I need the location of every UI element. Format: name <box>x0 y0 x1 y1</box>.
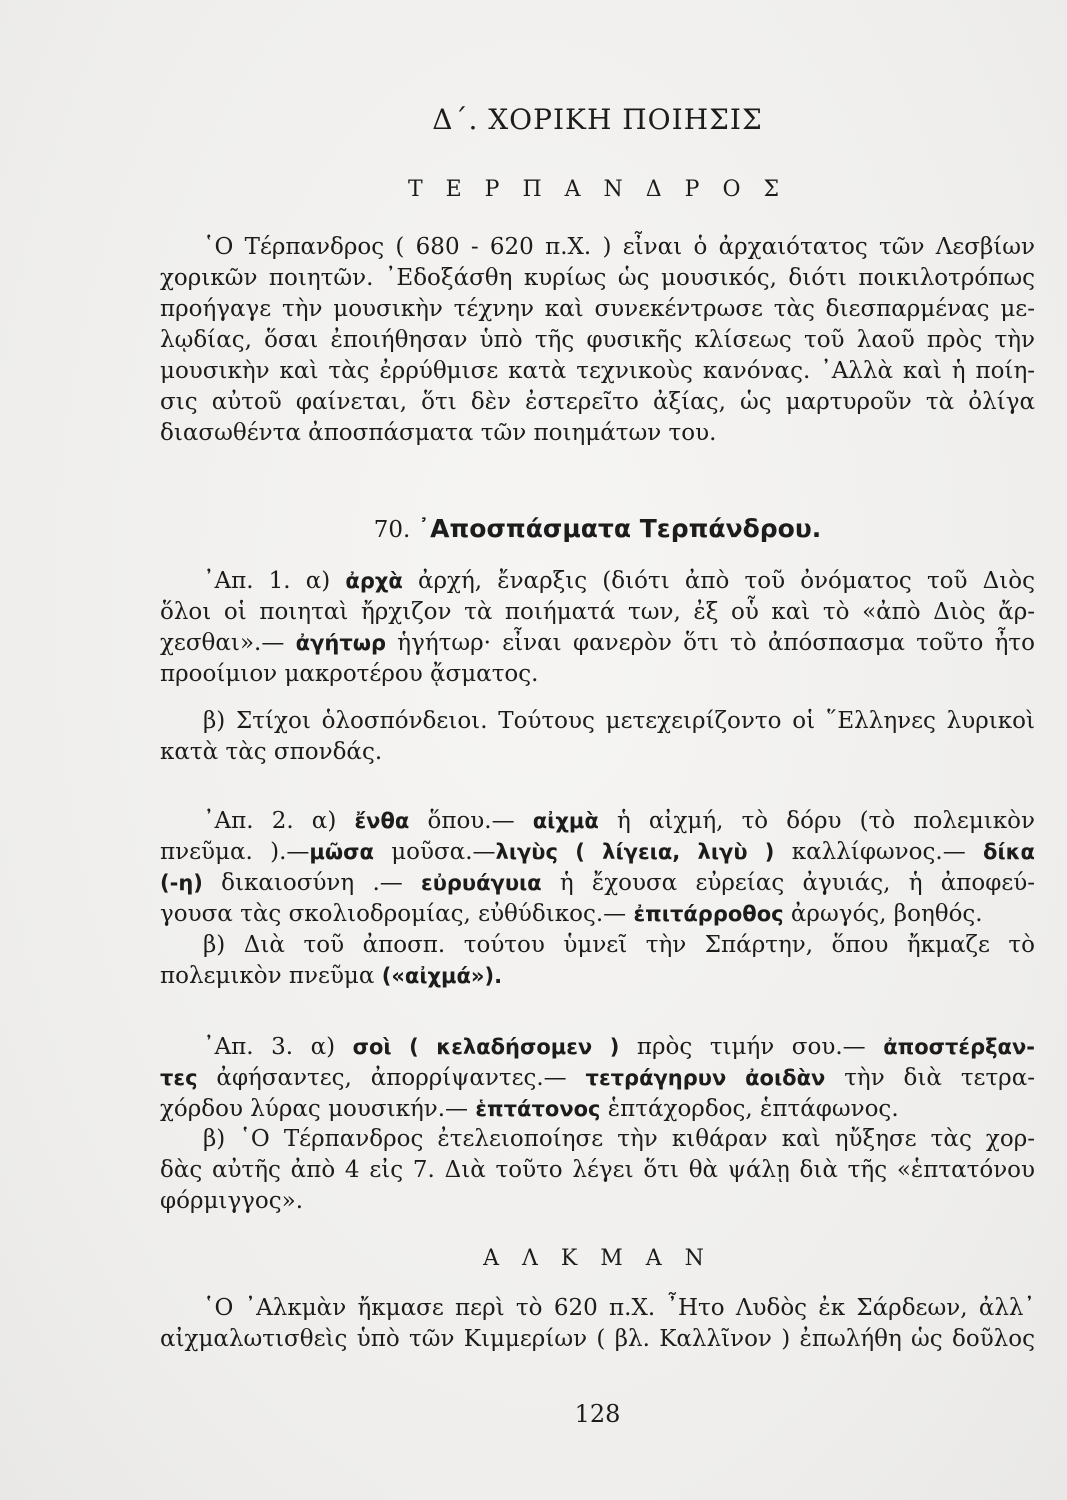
keyword: (-η) <box>160 871 203 895</box>
section-number: 70. <box>373 517 411 543</box>
keyword: αἰχμὰ <box>532 809 599 833</box>
text-line: χεσθαι».— ἀγήτωρ ἡγήτωρ· εἶναι φανερὸν ὅτι τὸ ἀπόσπασμα τοῦτο ἦτο <box>160 630 1035 656</box>
text-line: προοίμιον μακροτέρου ᾄσματος. <box>160 661 539 687</box>
author-heading-alkman: Α Λ Κ Μ Α Ν <box>483 1246 712 1271</box>
keyword: τετράγηρυν ἀοιδὰν <box>585 1066 826 1090</box>
text-line: ᾿Απ. 2. α) ἔνθα ὅπου.— αἰχμὰ ἡ αἰχμή, τὸ δόρυ (τὸ πολεμικὸν <box>203 808 1035 834</box>
keyword: τες <box>160 1066 198 1090</box>
text-line: διασωθέντα ἀποσπάσματα τῶν ποιημάτων του. <box>160 420 717 446</box>
page-number: 128 <box>574 1400 621 1428</box>
keyword: εὐρυάγυια <box>421 871 542 895</box>
keyword: ἐπιτάρροθος <box>633 902 784 926</box>
section-heading <box>160 514 1035 543</box>
keyword: ἑπτάτονος <box>475 1097 601 1121</box>
keyword: ἀρχὰ <box>345 569 403 593</box>
chapter-title: Δ΄. ΧΟΡΙΚΗ ΠΟΙΗΣΙΣ <box>432 103 763 136</box>
text-line: φόρμιγγος». <box>160 1188 304 1214</box>
fragment-2b <box>160 930 1035 992</box>
text-line: ᾿Απ. 3. α) σοὶ ( κελαδήσομεν ) πρὸς τιμήν σου.— ἀποστέρξαν- <box>203 1034 1036 1060</box>
keyword: ἀποστέρξαν- <box>883 1035 1036 1059</box>
text-line: δὰς αὐτῆς ἀπὸ 4 εἰς 7. Διὰ τοῦτο λέγει ὅτι θὰ ψάλῃ διὰ τῆς «ἑπτατόνου <box>160 1157 1035 1183</box>
text-line: ῾Ο Τέρπανδρος ( 680 - 620 π.Χ. ) εἶναι ὁ ἀρχαιότατος τῶν Λεσβίων <box>203 234 1035 260</box>
text-line: λῳδίας, ὅσαι ἐποιήθησαν ὑπὸ τῆς φυσικῆς κλίσεως τοῦ λαοῦ πρὸς τὴν <box>160 327 1035 353</box>
fragment-3a <box>160 1032 1035 1125</box>
fragment-1b <box>160 706 1035 768</box>
text-line: σις αὐτοῦ φαίνεται, ὅτι δὲν ἐστερεῖτο ἀξίας, ὡς μαρτυροῦν τὰ ὀλίγα <box>160 389 1035 415</box>
text-line: χορικῶν ποιητῶν. ᾿Εδοξάσθη κυρίως ὡς μουσικός, διότι ποικιλοτρόπως <box>160 265 1035 291</box>
fragment-1a <box>160 566 1035 690</box>
text-line: β) Διὰ τοῦ ἀποσπ. τούτου ὑμνεῖ τὴν Σπάρτην, ὅπου ἤκμαζε τὸ <box>203 932 1035 958</box>
fragment-2a <box>160 806 1035 930</box>
author-heading-terpandros: Τ Ε Ρ Π Α Ν Δ Ρ Ο Σ <box>407 177 788 202</box>
text-line: β) Στίχοι ὁλοσπόνδειοι. Τούτους μετεχειρίζοντο οἱ ῞Ελληνες λυρικοὶ <box>203 708 1035 734</box>
keyword: μῶσα <box>309 840 374 864</box>
text-line: πολεμικὸν πνεῦμα («αἰχμά»). <box>160 963 503 989</box>
text-line: γουσα τὰς σκολιοδρομίας, εὐθύδικος.— ἐπιτάρροθος ἀρωγός, βοηθός. <box>160 901 983 927</box>
text-line: πνεῦμα. ).—μῶσα μοῦσα.—λιγὺς ( λίγεια, λιγὺ ) καλλίφωνος.— δίκα <box>160 839 1035 865</box>
text-line: μουσικὴν καὶ τὰς ἐρρύθμισε κατὰ τεχνικοὺς κανόνας. ᾿Αλλὰ καὶ ἡ ποίη- <box>160 358 1035 384</box>
keyword: σοὶ ( κελαδήσομεν ) <box>352 1035 620 1059</box>
text-line: αἰχμαλωτισθεὶς ὑπὸ τῶν Κιμμερίων ( βλ. Καλλῖνον ) ἐπωλήθη ὡς δοῦλος <box>160 1326 1035 1352</box>
alkman-paragraph <box>160 1293 1035 1355</box>
text-line: ὅλοι οἱ ποιηταὶ ἤρχιζον τὰ ποιήματά των, ἐξ οὗ καὶ τὸ «ἀπὸ Διὸς ἄρ- <box>160 599 1035 625</box>
text-line: ῾Ο ᾿Αλκμὰν ἤκμασε περὶ τὸ 620 π.Χ. ῏Ητο Λυδὸς ἐκ Σάρδεων, ἀλλ᾿ <box>203 1295 1035 1321</box>
text-line: κατὰ τὰς σπονδάς. <box>160 739 383 765</box>
section-title: ᾿Αποσπάσματα Τερπάνδρου. <box>417 514 822 543</box>
keyword: δίκα <box>983 840 1035 864</box>
keyword: λιγὺς ( λίγεια, λιγὺ ) <box>495 840 775 864</box>
text-line: (-η) δικαιοσύνη .— εὐρυάγυια ἡ ἔχουσα εὐρείας ἀγυιάς, ἡ ἀποφεύ- <box>160 870 1035 896</box>
text-line: ᾿Απ. 1. α) ἀρχὰ ἀρχή, ἔναρξις (διότι ἀπὸ τοῦ ὀνόματος τοῦ Διὸς <box>203 568 1036 594</box>
fragment-3b <box>160 1124 1035 1217</box>
intro-paragraph <box>160 232 1035 449</box>
text-line: προήγαγε τὴν μουσικὴν τέχνην καὶ συνεκέντρωσε τὰς διεσπαρμένας με- <box>160 296 1035 322</box>
text-line: χόρδου λύρας μουσικήν.— ἑπτάτονος ἑπτάχορδος, ἑπτάφωνος. <box>160 1096 899 1122</box>
keyword: («αἰχμά»). <box>381 964 503 988</box>
keyword: ἀγήτωρ <box>295 631 387 655</box>
keyword: ἔνθα <box>354 809 410 833</box>
text-line: τες ἀφήσαντες, ἀπορρίψαντες.— τετράγηρυν ἀοιδὰν τὴν διὰ τετρα- <box>160 1065 1036 1091</box>
text-line: β) ῾Ο Τέρπανδρος ἐτελειοποίησε τὴν κιθάραν καὶ ηὔξησε τὰς χορ- <box>203 1126 1035 1152</box>
